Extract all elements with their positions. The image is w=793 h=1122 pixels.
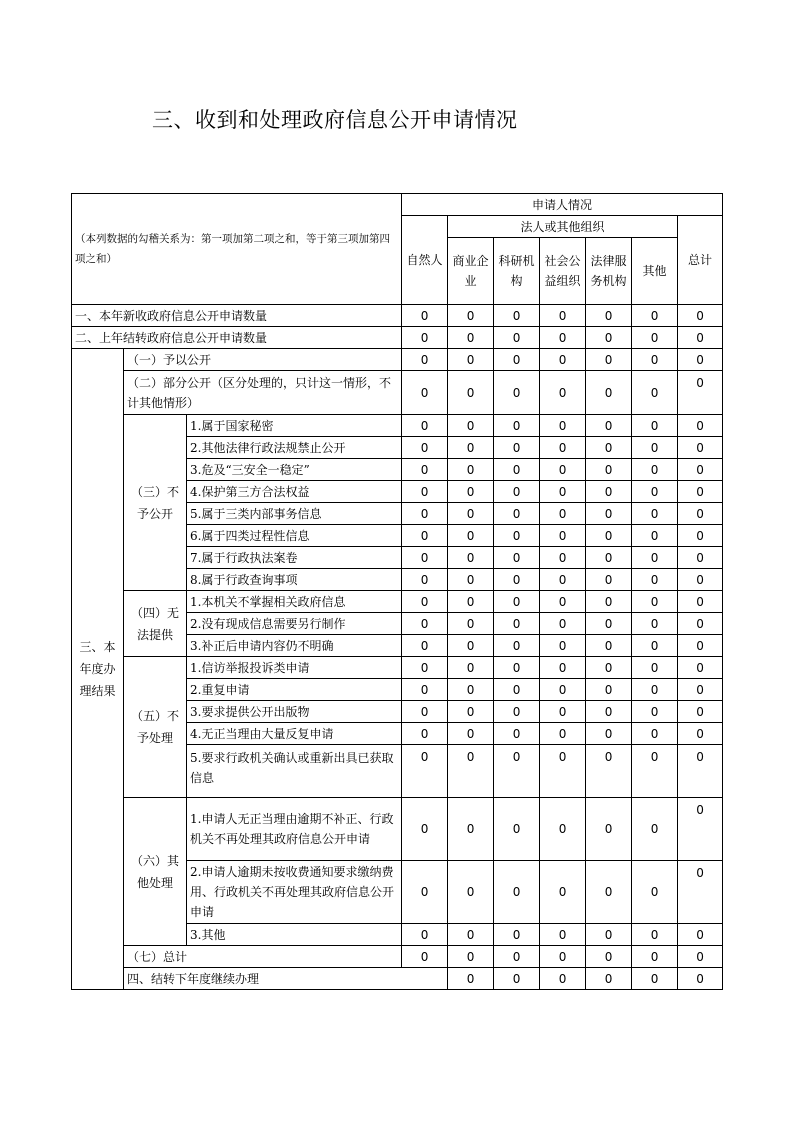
cell-value: 0 <box>402 679 448 701</box>
cell-value: 0 <box>678 613 723 635</box>
cell-value: 0 <box>632 723 678 745</box>
page-title: 三、收到和处理政府信息公开申请情况 <box>152 108 518 132</box>
cell-value: 0 <box>586 861 632 924</box>
cell-value: 0 <box>494 503 540 525</box>
cell-value: 0 <box>494 547 540 569</box>
cell-value: 0 <box>540 723 586 745</box>
cell-value: 0 <box>402 327 448 349</box>
cell-value: 0 <box>678 569 723 591</box>
cell-value: 0 <box>540 525 586 547</box>
table-row <box>72 798 723 861</box>
other-process-label: （六）其他处理 <box>124 798 187 946</box>
cell-value: 0 <box>632 924 678 946</box>
cell-value: 0 <box>448 305 494 327</box>
row-label: （一）予以公开 <box>124 349 402 371</box>
table-row <box>72 591 723 613</box>
table-row <box>72 415 723 437</box>
cell-value: 0 <box>632 745 678 798</box>
cell-value: 0 <box>494 349 540 371</box>
cell-value: 0 <box>494 459 540 481</box>
cell-value: 0 <box>632 305 678 327</box>
cell-value: 0 <box>678 968 723 990</box>
cell-value: 0 <box>540 415 586 437</box>
table-row <box>72 327 723 349</box>
cell-value: 0 <box>586 349 632 371</box>
cell-value: 0 <box>632 525 678 547</box>
row-label: 1.属于国家秘密 <box>187 415 402 437</box>
not-disclose-label: （三）不予公开 <box>124 415 187 591</box>
cell-value: 0 <box>678 657 723 679</box>
cell-value: 0 <box>586 437 632 459</box>
cell-value: 0 <box>494 525 540 547</box>
cell-value: 0 <box>678 723 723 745</box>
cell-value: 0 <box>540 924 586 946</box>
cell-value: 0 <box>494 701 540 723</box>
cell-value: 0 <box>540 459 586 481</box>
cell-value: 0 <box>586 305 632 327</box>
cell-value: 0 <box>494 924 540 946</box>
cell-value: 0 <box>632 591 678 613</box>
cell-value: 0 <box>494 327 540 349</box>
cell-value: 0 <box>678 481 723 503</box>
cell-value: 0 <box>586 701 632 723</box>
cell-value: 0 <box>678 745 723 798</box>
cell-value: 0 <box>494 657 540 679</box>
cell-value: 0 <box>632 679 678 701</box>
cell-value: 0 <box>448 861 494 924</box>
natural-person-header: 自然人 <box>402 216 448 305</box>
cell-value: 0 <box>586 679 632 701</box>
cell-value: 0 <box>540 547 586 569</box>
cell-value: 0 <box>448 657 494 679</box>
col-legal-service: 法律服务机构 <box>586 238 632 305</box>
cell-value: 0 <box>586 459 632 481</box>
cell-value: 0 <box>632 327 678 349</box>
cell-value: 0 <box>448 723 494 745</box>
row-label: 5.要求行政机关确认或重新出具已获取信息 <box>187 745 402 798</box>
cell-value: 0 <box>586 415 632 437</box>
cell-value: 0 <box>540 503 586 525</box>
row-label: 2.申请人逾期未按收费通知要求缴纳费用、行政机关不再处理其政府信息公开申请 <box>187 861 402 924</box>
cell-value: 0 <box>402 481 448 503</box>
cell-value: 0 <box>494 569 540 591</box>
cell-value: 0 <box>402 745 448 798</box>
cell-value: 0 <box>448 591 494 613</box>
cell-value: 0 <box>632 798 678 861</box>
cell-value: 0 <box>540 657 586 679</box>
cell-value: 0 <box>540 946 586 968</box>
row-label: 3.补正后申请内容仍不明确 <box>187 635 402 657</box>
result-group-label: 三、本年度办理结果 <box>72 349 124 990</box>
cell-value: 0 <box>678 547 723 569</box>
row-label: 6.属于四类过程性信息 <box>187 525 402 547</box>
cell-value: 0 <box>632 861 678 924</box>
col-business: 商业企业 <box>448 238 494 305</box>
cell-value: 0 <box>494 798 540 861</box>
cell-value: 0 <box>586 503 632 525</box>
cell-value: 0 <box>494 861 540 924</box>
cell-value: 0 <box>494 946 540 968</box>
row-label: 四、结转下年度继续办理 <box>124 968 448 990</box>
cell-value: 0 <box>678 946 723 968</box>
cell-value: 0 <box>678 591 723 613</box>
cell-value: 0 <box>678 371 723 415</box>
cell-value: 0 <box>678 437 723 459</box>
cell-value: 0 <box>632 371 678 415</box>
cell-value: 0 <box>448 745 494 798</box>
table-row <box>72 657 723 679</box>
cell-value: 0 <box>632 437 678 459</box>
cell-value: 0 <box>678 327 723 349</box>
cell-value: 0 <box>448 481 494 503</box>
cell-value: 0 <box>586 569 632 591</box>
cell-value: 0 <box>494 613 540 635</box>
cell-value: 0 <box>540 861 586 924</box>
column-relation-note: （本列数据的勾稽关系为：第一项加第二项之和，等于第三项加第四项之和） <box>72 194 402 305</box>
cell-value: 0 <box>402 723 448 745</box>
cell-value: 0 <box>678 701 723 723</box>
legal-group-header: 法人或其他组织 <box>448 216 678 238</box>
cell-value: 0 <box>678 305 723 327</box>
cell-value: 0 <box>586 547 632 569</box>
not-process-label: （五）不予处理 <box>124 657 187 798</box>
cell-value: 0 <box>632 657 678 679</box>
table-row <box>72 968 723 990</box>
table-row <box>72 349 723 371</box>
cell-value: 0 <box>448 968 494 990</box>
row-label: 1.信访举报投诉类申请 <box>187 657 402 679</box>
cell-value: 0 <box>494 437 540 459</box>
cell-value: 0 <box>678 349 723 371</box>
table-row <box>72 305 723 327</box>
cannot-provide-label: （四）无法提供 <box>124 591 187 657</box>
cell-value: 0 <box>678 635 723 657</box>
row-label: 3.其他 <box>187 924 402 946</box>
cell-value: 0 <box>494 415 540 437</box>
row-label: （二）部分公开（区分处理的，只计这一情形，不计其他情形） <box>124 371 402 415</box>
cell-value: 0 <box>402 861 448 924</box>
cell-value: 0 <box>632 481 678 503</box>
cell-value: 0 <box>494 679 540 701</box>
cell-value: 0 <box>540 635 586 657</box>
application-stats-table <box>71 193 723 990</box>
cell-value: 0 <box>402 305 448 327</box>
cell-value: 0 <box>540 349 586 371</box>
cell-value: 0 <box>402 437 448 459</box>
col-research: 科研机构 <box>494 238 540 305</box>
cell-value: 0 <box>586 657 632 679</box>
cell-value: 0 <box>586 723 632 745</box>
cell-value: 0 <box>678 415 723 437</box>
cell-value: 0 <box>402 946 448 968</box>
cell-value: 0 <box>586 525 632 547</box>
cell-value: 0 <box>678 861 723 924</box>
cell-value: 0 <box>540 968 586 990</box>
cell-value: 0 <box>402 657 448 679</box>
cell-value: 0 <box>494 723 540 745</box>
cell-value: 0 <box>448 459 494 481</box>
cell-value: 0 <box>448 437 494 459</box>
cell-value: 0 <box>402 613 448 635</box>
cell-value: 0 <box>448 798 494 861</box>
cell-value: 0 <box>540 701 586 723</box>
row-label: 4.保护第三方合法权益 <box>187 481 402 503</box>
cell-value: 0 <box>540 798 586 861</box>
cell-value: 0 <box>448 613 494 635</box>
cell-value: 0 <box>402 547 448 569</box>
cell-value: 0 <box>586 371 632 415</box>
cell-value: 0 <box>540 591 586 613</box>
cell-value: 0 <box>678 798 723 861</box>
cell-value: 0 <box>540 371 586 415</box>
row-label: 1.本机关不掌握相关政府信息 <box>187 591 402 613</box>
cell-value: 0 <box>632 701 678 723</box>
cell-value: 0 <box>448 349 494 371</box>
cell-value: 0 <box>540 745 586 798</box>
cell-value: 0 <box>494 968 540 990</box>
cell-value: 0 <box>402 635 448 657</box>
cell-value: 0 <box>448 569 494 591</box>
cell-value: 0 <box>448 525 494 547</box>
cell-value: 0 <box>402 924 448 946</box>
cell-value: 0 <box>586 924 632 946</box>
cell-value: 0 <box>402 415 448 437</box>
cell-value: 0 <box>632 415 678 437</box>
cell-value: 0 <box>632 613 678 635</box>
applicant-header: 申请人情况 <box>402 194 723 216</box>
cell-value: 0 <box>448 679 494 701</box>
row-label: 一、本年新收政府信息公开申请数量 <box>72 305 402 327</box>
cell-value: 0 <box>586 798 632 861</box>
table-row <box>72 371 723 415</box>
cell-value: 0 <box>678 679 723 701</box>
row-label: 2.没有现成信息需要另行制作 <box>187 613 402 635</box>
cell-value: 0 <box>632 569 678 591</box>
cell-value: 0 <box>448 635 494 657</box>
cell-value: 0 <box>540 481 586 503</box>
cell-value: 0 <box>402 371 448 415</box>
table-row <box>72 946 723 968</box>
cell-value: 0 <box>402 591 448 613</box>
cell-value: 0 <box>448 503 494 525</box>
cell-value: 0 <box>678 924 723 946</box>
cell-value: 0 <box>448 371 494 415</box>
cell-value: 0 <box>540 327 586 349</box>
cell-value: 0 <box>448 946 494 968</box>
cell-value: 0 <box>632 946 678 968</box>
cell-value: 0 <box>494 305 540 327</box>
row-label: 3.危及“三安全一稳定” <box>187 459 402 481</box>
cell-value: 0 <box>540 613 586 635</box>
cell-value: 0 <box>540 569 586 591</box>
row-label: 2.其他法律行政法规禁止公开 <box>187 437 402 459</box>
cell-value: 0 <box>632 547 678 569</box>
cell-value: 0 <box>678 525 723 547</box>
cell-value: 0 <box>402 798 448 861</box>
cell-value: 0 <box>678 503 723 525</box>
cell-value: 0 <box>632 503 678 525</box>
row-label: 2.重复申请 <box>187 679 402 701</box>
cell-value: 0 <box>448 924 494 946</box>
cell-value: 0 <box>402 701 448 723</box>
row-label: 8.属于行政查询事项 <box>187 569 402 591</box>
cell-value: 0 <box>494 591 540 613</box>
cell-value: 0 <box>586 481 632 503</box>
cell-value: 0 <box>402 525 448 547</box>
cell-value: 0 <box>494 635 540 657</box>
cell-value: 0 <box>494 481 540 503</box>
cell-value: 0 <box>540 305 586 327</box>
cell-value: 0 <box>586 613 632 635</box>
cell-value: 0 <box>494 745 540 798</box>
col-public-welfare: 社会公益组织 <box>540 238 586 305</box>
cell-value: 0 <box>494 371 540 415</box>
row-label: 4.无正当理由大量反复申请 <box>187 723 402 745</box>
col-other: 其他 <box>632 238 678 305</box>
cell-value: 0 <box>586 635 632 657</box>
cell-value: 0 <box>586 968 632 990</box>
row-label: 二、上年结转政府信息公开申请数量 <box>72 327 402 349</box>
cell-value: 0 <box>632 459 678 481</box>
cell-value: 0 <box>402 569 448 591</box>
row-label: 3.要求提供公开出版物 <box>187 701 402 723</box>
cell-value: 0 <box>632 968 678 990</box>
cell-value: 0 <box>586 327 632 349</box>
cell-value: 0 <box>448 547 494 569</box>
cell-value: 0 <box>402 459 448 481</box>
cell-value: 0 <box>586 946 632 968</box>
cell-value: 0 <box>586 745 632 798</box>
cell-value: 0 <box>678 459 723 481</box>
cell-value: 0 <box>540 679 586 701</box>
cell-value: 0 <box>586 591 632 613</box>
row-label: 7.属于行政执法案卷 <box>187 547 402 569</box>
total-header: 总计 <box>678 216 723 305</box>
row-label: 1.申请人无正当理由逾期不补正、行政机关不再处理其政府信息公开申请 <box>187 798 402 861</box>
cell-value: 0 <box>448 415 494 437</box>
cell-value: 0 <box>402 503 448 525</box>
row-label: （七）总计 <box>124 946 402 968</box>
cell-value: 0 <box>448 701 494 723</box>
cell-value: 0 <box>540 437 586 459</box>
cell-value: 0 <box>632 349 678 371</box>
cell-value: 0 <box>448 327 494 349</box>
row-label: 5.属于三类内部事务信息 <box>187 503 402 525</box>
cell-value: 0 <box>632 635 678 657</box>
cell-value: 0 <box>402 349 448 371</box>
